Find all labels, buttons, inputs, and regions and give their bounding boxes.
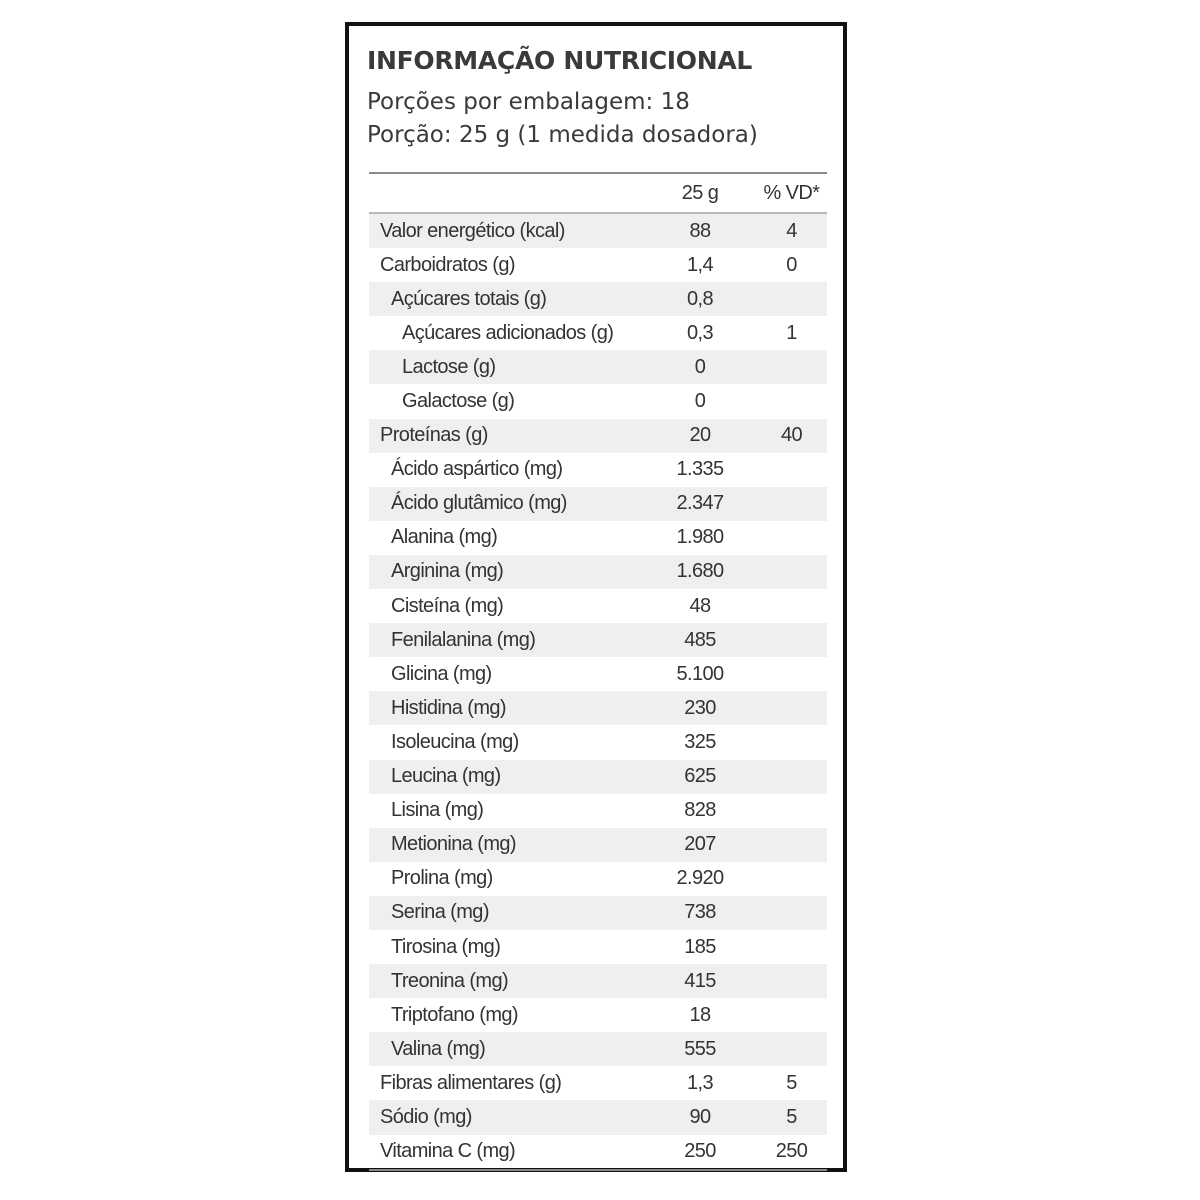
- nutrient-name: Treonina (mg): [391, 969, 509, 992]
- table-row: [369, 964, 827, 998]
- nutrient-amount: 207: [684, 833, 716, 856]
- nutrient-amount: 230: [684, 696, 716, 719]
- nutrient-name: Alanina (mg): [391, 526, 498, 549]
- nutrient-name: Açúcares adicionados (g): [402, 321, 614, 344]
- table-body: [369, 214, 827, 1169]
- table-header-row: [369, 174, 827, 212]
- nutrient-amount: 5.100: [676, 662, 724, 685]
- nutrient-daily-value: 5: [786, 1071, 797, 1094]
- nutrient-name: Prolina (mg): [391, 867, 493, 890]
- table-row: [369, 998, 827, 1032]
- nutrient-daily-value: 5: [786, 1105, 797, 1128]
- label-title: INFORMAÇÃO NUTRICIONAL: [367, 46, 753, 75]
- nutrient-name: Glicina (mg): [391, 662, 492, 685]
- nutrient-name: Serina (mg): [391, 901, 489, 924]
- table-row: [369, 350, 827, 384]
- table-row: [369, 453, 827, 487]
- nutrient-name: Isoleucina (mg): [391, 730, 519, 753]
- nutrient-amount: 1.335: [676, 458, 724, 481]
- table-row: [369, 214, 827, 248]
- table-row: [369, 623, 827, 657]
- table-row: [369, 1066, 827, 1100]
- nutrient-name: Sódio (mg): [380, 1105, 472, 1128]
- nutrient-name: Lactose (g): [402, 355, 496, 378]
- nutrient-daily-value: 250: [775, 1140, 808, 1163]
- table-row: [369, 589, 827, 623]
- portion-size: Porção: 25 g (1 medida dosadora): [367, 122, 758, 148]
- table-row: [369, 555, 827, 589]
- nutrient-amount: 0,8: [686, 287, 713, 310]
- nutrition-table: [369, 172, 827, 1171]
- nutrient-name: Cisteína (mg): [391, 594, 504, 617]
- table-row: [369, 1135, 827, 1169]
- header-amount: 25 g: [681, 181, 719, 204]
- nutrient-daily-value: 40: [780, 424, 803, 447]
- table-row: [369, 248, 827, 282]
- table-row: [369, 862, 827, 896]
- table-row: [369, 384, 827, 418]
- nutrient-amount: 48: [689, 594, 711, 617]
- table-row: [369, 725, 827, 759]
- nutrient-name: Histidina (mg): [391, 696, 506, 719]
- servings-per-package: Porções por embalagem: 18: [367, 89, 690, 115]
- nutrient-name: Proteínas (g): [380, 424, 488, 447]
- nutrient-amount: 1.980: [676, 526, 724, 549]
- header-vd: % VD*: [763, 181, 820, 204]
- nutrient-name: Vitamina C (mg): [380, 1140, 516, 1163]
- nutrient-name: Ácido glutâmico (mg): [391, 492, 567, 515]
- nutrient-name: Açúcares totais (g): [391, 287, 547, 310]
- nutrient-name: Lisina (mg): [391, 799, 484, 822]
- nutrient-name: Tirosina (mg): [391, 935, 501, 958]
- nutrient-name: Fibras alimentares (g): [380, 1071, 562, 1094]
- nutrient-amount: 0: [694, 355, 706, 378]
- nutrient-amount: 1,4: [686, 253, 713, 276]
- nutrient-amount: 1.680: [676, 560, 724, 583]
- table-row: [369, 282, 827, 316]
- nutrient-name: Galactose (g): [402, 390, 515, 413]
- nutrient-name: Leucina (mg): [391, 765, 501, 788]
- table-row: [369, 794, 827, 828]
- nutrient-amount: 0: [694, 390, 706, 413]
- nutrient-name: Fenilalanina (mg): [391, 628, 536, 651]
- nutrient-amount: 0,3: [686, 321, 713, 344]
- nutrient-amount: 2.347: [676, 492, 724, 515]
- nutrient-daily-value: 4: [786, 219, 797, 242]
- nutrient-amount: 415: [684, 969, 716, 992]
- nutrient-name: Valor energético (kcal): [380, 219, 565, 242]
- nutrient-amount: 555: [684, 1037, 716, 1060]
- table-row: [369, 930, 827, 964]
- nutrient-amount: 250: [684, 1140, 716, 1163]
- nutrient-name: Carboidratos (g): [380, 253, 515, 276]
- table-row: [369, 828, 827, 862]
- nutrient-amount: 90: [689, 1105, 711, 1128]
- table-row: [369, 657, 827, 691]
- table-row: [369, 1100, 827, 1134]
- table-row: [369, 896, 827, 930]
- nutrient-name: Arginina (mg): [391, 560, 504, 583]
- table-row: [369, 760, 827, 794]
- nutrient-name: Metionina (mg): [391, 833, 516, 856]
- table-bottom-rule: [369, 1169, 827, 1171]
- nutrient-amount: 18: [689, 1003, 711, 1026]
- nutrient-amount: 625: [684, 765, 716, 788]
- table-row: [369, 419, 827, 453]
- table-row: [369, 1032, 827, 1066]
- nutrient-name: Triptofano (mg): [391, 1003, 518, 1026]
- nutrient-amount: 185: [684, 935, 716, 958]
- table-row: [369, 521, 827, 555]
- nutrient-amount: 20: [689, 424, 711, 447]
- table-row: [369, 316, 827, 350]
- nutrition-facts-label: [345, 22, 847, 1172]
- nutrient-name: Ácido aspártico (mg): [391, 458, 563, 481]
- nutrient-amount: 2.920: [676, 867, 724, 890]
- nutrient-daily-value: 1: [786, 321, 797, 344]
- nutrient-amount: 88: [689, 219, 711, 242]
- nutrient-name: Valina (mg): [391, 1037, 486, 1060]
- nutrient-amount: 738: [684, 901, 716, 924]
- table-row: [369, 487, 827, 521]
- table-row: [369, 691, 827, 725]
- nutrient-amount: 325: [684, 730, 716, 753]
- nutrient-amount: 828: [684, 799, 716, 822]
- nutrient-daily-value: 0: [786, 253, 797, 276]
- nutrient-amount: 485: [684, 628, 716, 651]
- nutrient-amount: 1,3: [686, 1071, 713, 1094]
